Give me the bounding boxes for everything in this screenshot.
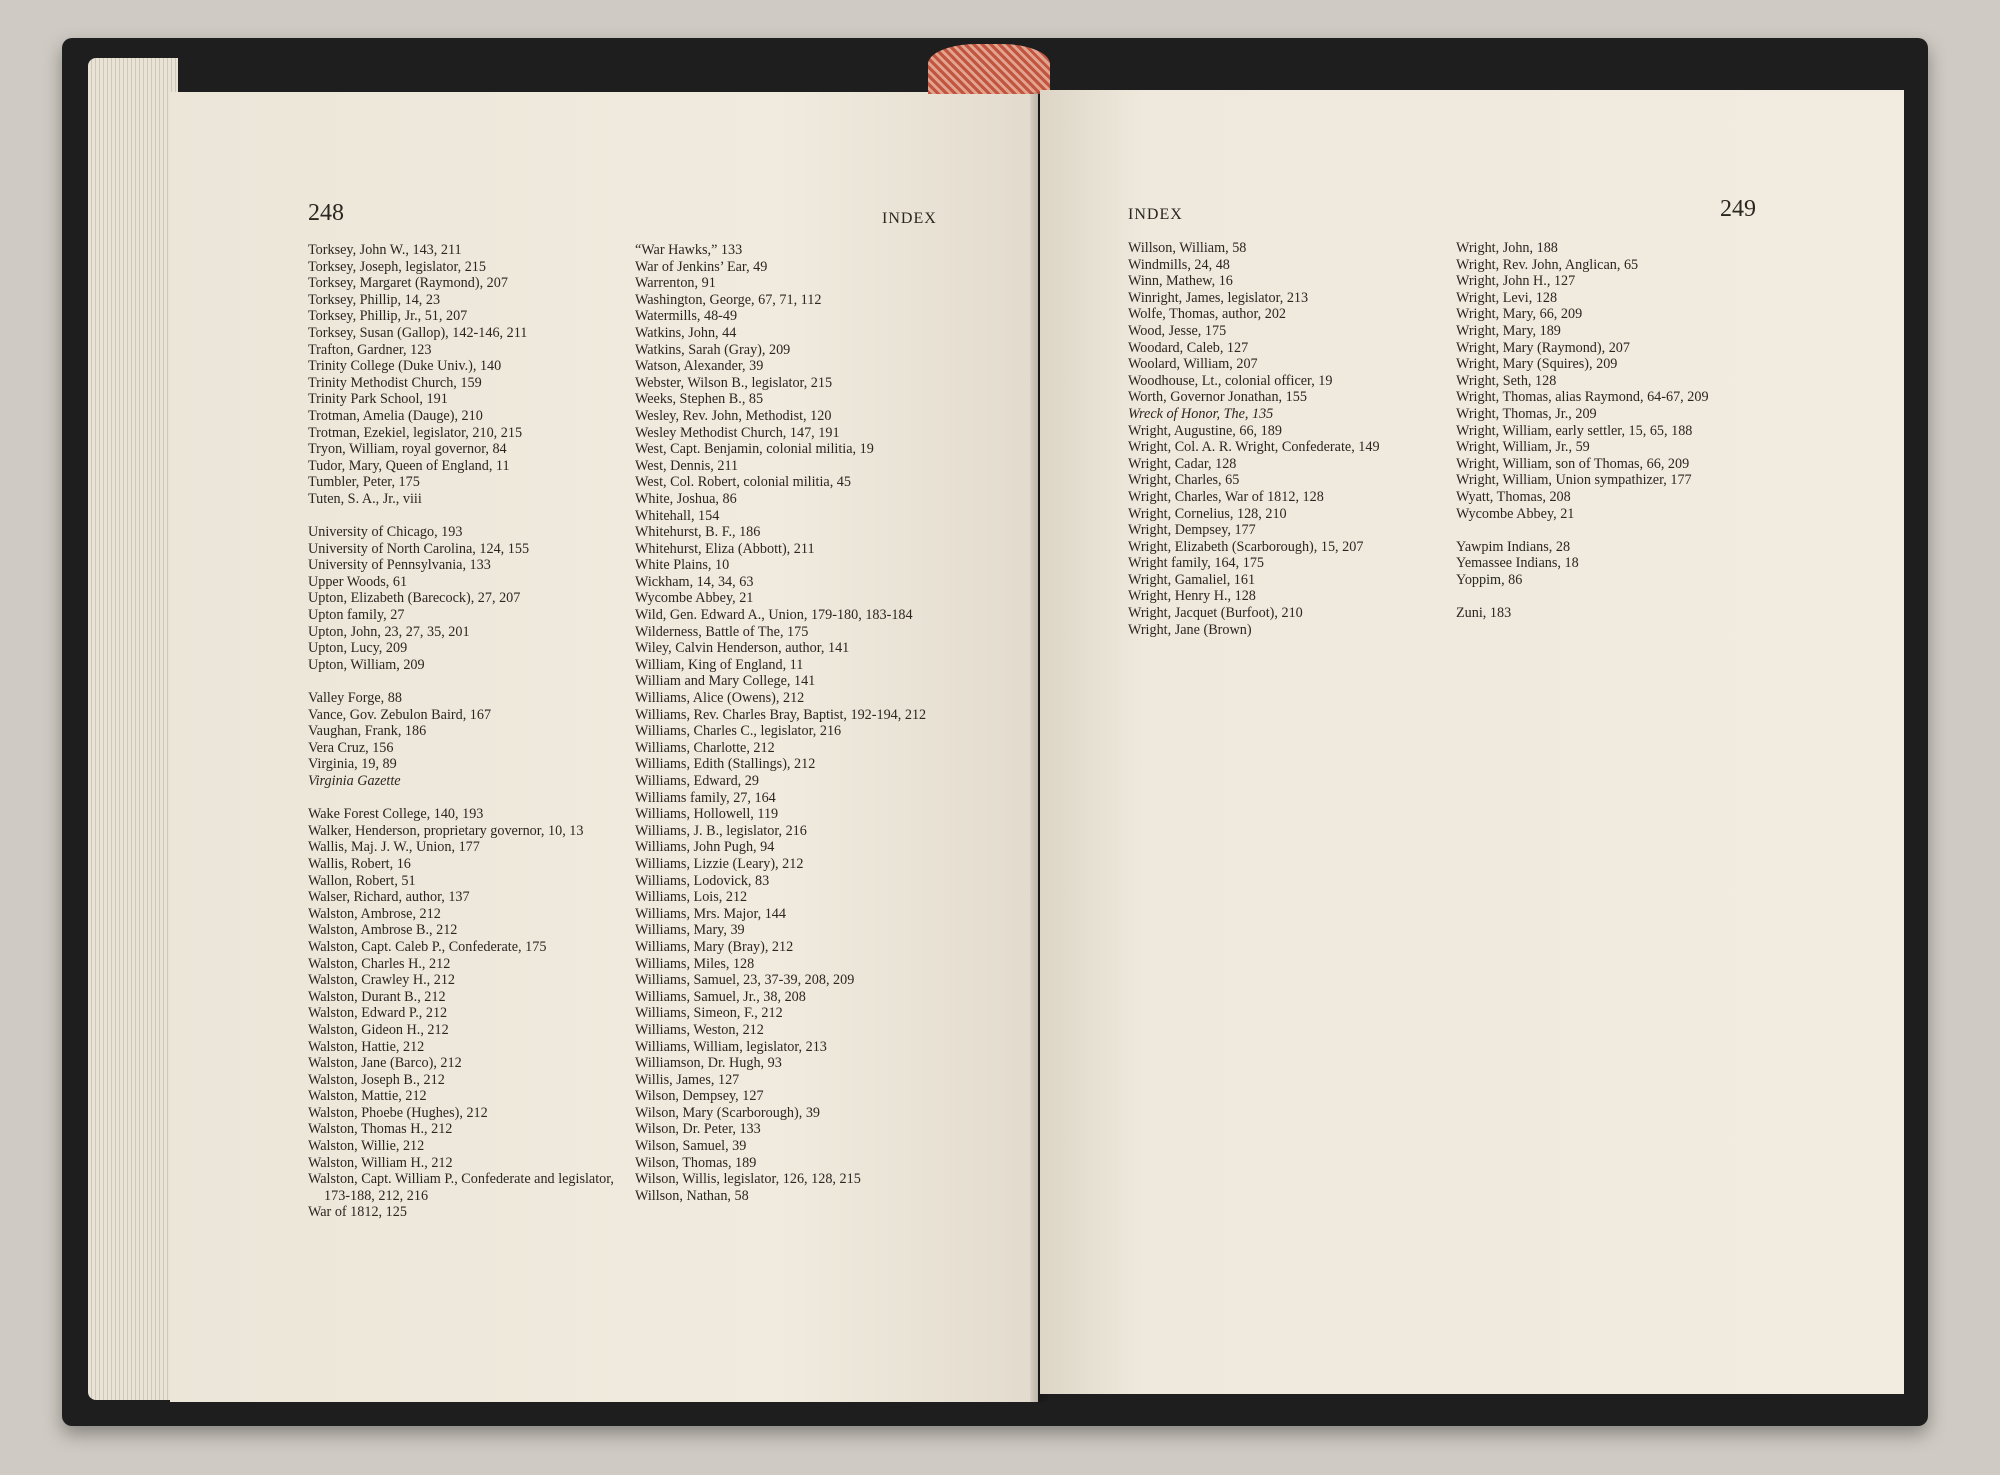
index-entry: Watermills, 48-49 (635, 308, 738, 325)
index-entry: War of 1812, 125 (308, 1204, 407, 1221)
index-entry: Wright, Charles, War of 1812, 128 (1128, 488, 1324, 505)
index-entry: Trotman, Amelia (Dauge), 210 (308, 407, 483, 424)
section-gap (308, 790, 628, 807)
index-entry: Williams, J. B., legislator, 216 (635, 822, 807, 839)
index-entry: Watkins, Sarah (Gray), 209 (635, 341, 791, 358)
index-entry: Torksey, Susan (Gallop), 142-146, 211 (308, 324, 528, 341)
index-entry: Woolard, William, 207 (1128, 356, 1258, 373)
index-entry: Wilson, Dempsey, 127 (635, 1088, 764, 1105)
index-entry: Willis, James, 127 (635, 1071, 740, 1088)
index-entry: Wright, Mary (Raymond), 207 (1456, 339, 1630, 356)
index-entry: Wallon, Robert, 51 (308, 872, 416, 889)
index-entry: Walston, Willie, 212 (308, 1138, 425, 1155)
index-entry: Torksey, John W., 143, 211 (308, 242, 462, 258)
index-entry: Walston, Capt. Caleb P., Confederate, 175 (308, 938, 547, 955)
index-entry: Wright, John H., 127 (1456, 273, 1576, 290)
index-entry: Wake Forest College, 140, 193 (308, 806, 484, 823)
index-entry: Wallis, Maj. J. W., Union, 177 (308, 839, 480, 856)
index-entry: Upton family, 27 (308, 607, 405, 624)
index-entry: University of North Carolina, 124, 155 (308, 540, 530, 557)
headband (928, 44, 1050, 94)
index-entry: Trinity Methodist Church, 159 (308, 374, 482, 391)
index-entry: Williams, Edith (Stallings), 212 (635, 756, 816, 773)
index-entry: Wright, William, Jr., 59 (1456, 439, 1590, 456)
index-entry: Wright, Mary, 66, 209 (1456, 306, 1583, 323)
right-column-1 (1128, 240, 1440, 638)
page-number-left: 248 (308, 200, 344, 226)
index-entry: Wright, Cornelius, 128, 210 (1128, 505, 1287, 522)
index-entry: Walston, Charles H., 212 (308, 955, 451, 972)
index-entry: Woodard, Caleb, 127 (1128, 339, 1249, 356)
index-entry: Williams family, 27, 164 (635, 789, 776, 806)
index-entry: Torksey, Margaret (Raymond), 207 (308, 275, 508, 292)
index-entry: Wright, Augustine, 66, 189 (1128, 422, 1282, 439)
index-entry: Williamson, Dr. Hugh, 93 (635, 1055, 782, 1072)
index-entry: Wright, Jacquet (Burfoot), 210 (1128, 605, 1303, 622)
index-entry: University of Pennsylvania, 133 (308, 557, 491, 574)
index-entry: Wilson, Dr. Peter, 133 (635, 1121, 761, 1138)
index-entry: Walston, Capt. William P., Confederate and legislator, 173-188, 212, 216 (308, 1171, 614, 1204)
index-entry: Wycombe Abbey, 21 (635, 590, 754, 607)
index-entry: Williams, Alice (Owens), 212 (635, 690, 805, 707)
index-entry: West, Col. Robert, colonial militia, 45 (635, 474, 851, 491)
index-entry: Williams, Simeon, F., 212 (635, 1005, 783, 1022)
index-entry: Walston, Ambrose, 212 (308, 905, 441, 922)
index-entry: Walston, Thomas H., 212 (308, 1121, 453, 1138)
index-entry: Washington, George, 67, 71, 112 (635, 291, 822, 308)
index-entry: Wilson, Samuel, 39 (635, 1138, 747, 1155)
index-entry: Vera Cruz, 156 (308, 739, 394, 756)
index-entry: Williams, Mary, 39 (635, 922, 745, 939)
right-column-2 (1456, 240, 1770, 622)
index-entry: Warrenton, 91 (635, 275, 716, 292)
index-entry: Walker, Henderson, proprietary governor, 10, 13 (308, 822, 584, 839)
index-entry: Upton, William, 209 (308, 656, 425, 673)
index-entry: Upton, Lucy, 209 (308, 640, 408, 657)
index-entry: “War Hawks,” 133 (635, 242, 743, 258)
index-entry: Wyatt, Thomas, 208 (1456, 488, 1571, 505)
index-entry: Wild, Gen. Edward A., Union, 179-180, 183-184 (635, 607, 913, 624)
index-entry: Tumbler, Peter, 175 (308, 474, 420, 491)
index-entry: Wright, Mary, 189 (1456, 322, 1561, 339)
index-entry: War of Jenkins’ Ear, 49 (635, 258, 768, 275)
index-entry: Wright, William, Union sympathizer, 177 (1456, 472, 1692, 489)
index-entry: Wright, Thomas, Jr., 209 (1456, 405, 1597, 422)
index-entry: Woodhouse, Lt., colonial officer, 19 (1128, 372, 1333, 389)
index-entry: Wright, William, early settler, 15, 65, 188 (1456, 422, 1693, 439)
index-entry: Walston, Crawley H., 212 (308, 972, 456, 989)
page-edges (88, 58, 178, 1400)
index-entry: Williams, John Pugh, 94 (635, 839, 775, 856)
index-entry: Williams, Lizzie (Leary), 212 (635, 855, 804, 872)
index-entry: Wright, Gamaliel, 161 (1128, 571, 1256, 588)
index-entry: Windmills, 24, 48 (1128, 256, 1230, 273)
running-head-right: INDEX (1128, 206, 1183, 223)
index-entry: White, Joshua, 86 (635, 490, 737, 507)
index-entry: Williams, Mary (Bray), 212 (635, 938, 794, 955)
index-entry: Whitehurst, B. F., 186 (635, 524, 761, 541)
index-entry: Wiley, Calvin Henderson, author, 141 (635, 640, 850, 657)
index-entry: Yemassee Indians, 18 (1456, 555, 1579, 572)
index-entry: Wright, Henry H., 128 (1128, 588, 1256, 605)
index-entry: Williams, Hollowell, 119 (635, 806, 779, 823)
index-entry: Whitehall, 154 (635, 507, 720, 524)
index-entry: Trafton, Gardner, 123 (308, 341, 432, 358)
index-entry: Wallis, Robert, 16 (308, 855, 411, 872)
index-entry: Tryon, William, royal governor, 84 (308, 441, 507, 458)
index-entry: University of Chicago, 193 (308, 524, 463, 541)
index-entry: Williams, Edward, 29 (635, 773, 759, 789)
index-entry: Walston, William H., 212 (308, 1154, 453, 1171)
index-entry: Walser, Richard, author, 137 (308, 889, 470, 906)
index-entry: Whitehurst, Eliza (Abbott), 211 (635, 540, 815, 557)
index-entry: Wood, Jesse, 175 (1128, 322, 1227, 339)
index-entry: Upper Woods, 61 (308, 573, 408, 590)
index-entry: Watkins, John, 44 (635, 324, 737, 341)
left-column-2 (635, 242, 953, 1204)
index-entry: Wright family, 164, 175 (1128, 555, 1265, 572)
index-entry: Trinity Park School, 191 (308, 391, 448, 408)
index-entry: Wolfe, Thomas, author, 202 (1128, 306, 1287, 323)
index-entry: Williams, William, legislator, 213 (635, 1038, 827, 1055)
index-entry: Williams, Miles, 128 (635, 955, 755, 972)
index-entry: Walston, Ambrose B., 212 (308, 922, 458, 939)
index-entry: Torksey, Phillip, Jr., 51, 207 (308, 308, 468, 325)
index-entry: Wright, Elizabeth (Scarborough), 15, 207 (1128, 538, 1364, 555)
index-entry: Virginia, 19, 89 (308, 756, 397, 773)
index-entry: Williams, Mrs. Major, 144 (635, 905, 786, 922)
index-entry: Winn, Mathew, 16 (1128, 273, 1233, 290)
index-entry: Wright, Dempsey, 177 (1128, 522, 1256, 539)
index-entry: Wilderness, Battle of The, 175 (635, 623, 809, 640)
index-entry: Upton, John, 23, 27, 35, 201 (308, 623, 470, 640)
index-entry: Torksey, Phillip, 14, 23 (308, 291, 441, 308)
index-entry: Trinity College (Duke Univ.), 140 (308, 358, 502, 375)
index-entry: White Plains, 10 (635, 557, 730, 574)
index-entry: Vaughan, Frank, 186 (308, 723, 427, 740)
index-entry: Walston, Joseph B., 212 (308, 1071, 445, 1088)
index-entry: Wright, Cadar, 128 (1128, 455, 1237, 472)
index-entry: Wright, Levi, 128 (1456, 289, 1558, 306)
index-entry: Torksey, Joseph, legislator, 215 (308, 258, 486, 275)
index-entry: Walston, Mattie, 212 (308, 1088, 427, 1105)
index-entry: Zuni, 183 (1456, 605, 1512, 622)
index-entry: Willson, William, 58 (1128, 240, 1247, 256)
index-entry: Tuten, S. A., Jr., viii (308, 490, 422, 507)
index-entry: Wilson, Thomas, 189 (635, 1154, 757, 1171)
index-entry: Walston, Gideon H., 212 (308, 1021, 449, 1038)
index-entry: Wycombe Abbey, 21 (1456, 505, 1575, 522)
index-entry: Worth, Governor Jonathan, 155 (1128, 389, 1307, 406)
index-entry: Wright, Jane (Brown) (1128, 621, 1252, 638)
index-entry: Yawpim Indians, 28 (1456, 538, 1571, 555)
section-gap (1456, 588, 1770, 605)
index-entry: Watson, Alexander, 39 (635, 358, 764, 375)
index-entry: West, Dennis, 211 (635, 457, 739, 474)
section-gap (1456, 522, 1770, 539)
index-entry: Walston, Edward P., 212 (308, 1005, 448, 1022)
index-entry: Valley Forge, 88 (308, 690, 402, 707)
index-entry: Williams, Weston, 212 (635, 1021, 764, 1038)
index-entry: Wesley, Rev. John, Methodist, 120 (635, 407, 832, 424)
index-entry: Wilson, Mary (Scarborough), 39 (635, 1104, 821, 1121)
index-entry: Wilson, Willis, legislator, 126, 128, 215 (635, 1171, 861, 1188)
index-entry: William and Mary College, 141 (635, 673, 816, 690)
index-entry: Webster, Wilson B., legislator, 215 (635, 374, 833, 391)
index-entry: Wright, William, son of Thomas, 66, 209 (1456, 455, 1690, 472)
index-entry: Wright, Charles, 65 (1128, 472, 1240, 489)
index-entry: Vance, Gov. Zebulon Baird, 167 (308, 706, 492, 723)
index-entry: Wickham, 14, 34, 63 (635, 573, 754, 590)
index-entry: Wright, Seth, 128 (1456, 372, 1557, 389)
left-page (170, 92, 1038, 1402)
running-head-left: INDEX (882, 210, 937, 227)
left-column-1 (308, 242, 628, 1221)
index-entry: Williams, Lodovick, 83 (635, 872, 770, 889)
index-entry: Winright, James, legislator, 213 (1128, 289, 1309, 306)
index-entry: Upton, Elizabeth (Barecock), 27, 207 (308, 590, 521, 607)
index-entry: Walston, Hattie, 212 (308, 1038, 425, 1055)
index-entry: Walston, Jane (Barco), 212 (308, 1055, 462, 1072)
index-entry: Wright, Thomas, alias Raymond, 64-67, 209 (1456, 389, 1709, 406)
index-entry: Wright, John, 188 (1456, 240, 1558, 256)
page-number-right: 249 (1720, 196, 1756, 222)
section-gap (308, 673, 628, 690)
index-entry: Williams, Samuel, 23, 37-39, 208, 209 (635, 972, 855, 989)
index-entry: Wright, Mary (Squires), 209 (1456, 356, 1618, 373)
index-entry: Williams, Samuel, Jr., 38, 208 (635, 988, 806, 1005)
index-entry: William, King of England, 11 (635, 656, 804, 673)
index-entry: Wright, Rev. John, Anglican, 65 (1456, 256, 1639, 273)
section-gap (308, 508, 628, 525)
index-entry: Wesley Methodist Church, 147, 191 (635, 424, 840, 441)
index-entry: Trotman, Ezekiel, legislator, 210, 215 (308, 424, 523, 441)
index-entry: Williams, Charles C., legislator, 216 (635, 723, 842, 740)
index-entry: Walston, Phoebe (Hughes), 212 (308, 1104, 488, 1121)
index-entry: Weeks, Stephen B., 85 (635, 391, 764, 408)
index-entry: West, Capt. Benjamin, colonial militia, 19 (635, 441, 874, 458)
index-entry: Williams, Lois, 212 (635, 889, 748, 906)
index-entry: Willson, Nathan, 58 (635, 1187, 749, 1204)
index-entry: Williams, Charlotte, 212 (635, 739, 775, 756)
right-page (1040, 90, 1904, 1394)
index-entry: Williams, Rev. Charles Bray, Baptist, 192-194, 212 (635, 706, 927, 723)
index-entry: Yoppim, 86 (1456, 571, 1523, 588)
index-entry: Wreck of Honor, The, 135 (1128, 405, 1274, 422)
index-entry: Tudor, Mary, Queen of England, 11 (308, 457, 510, 474)
index-entry: Walston, Durant B., 212 (308, 988, 446, 1005)
index-entry: Wright, Col. A. R. Wright, Confederate, 149 (1128, 439, 1380, 456)
index-entry: Virginia Gazette (308, 773, 401, 789)
